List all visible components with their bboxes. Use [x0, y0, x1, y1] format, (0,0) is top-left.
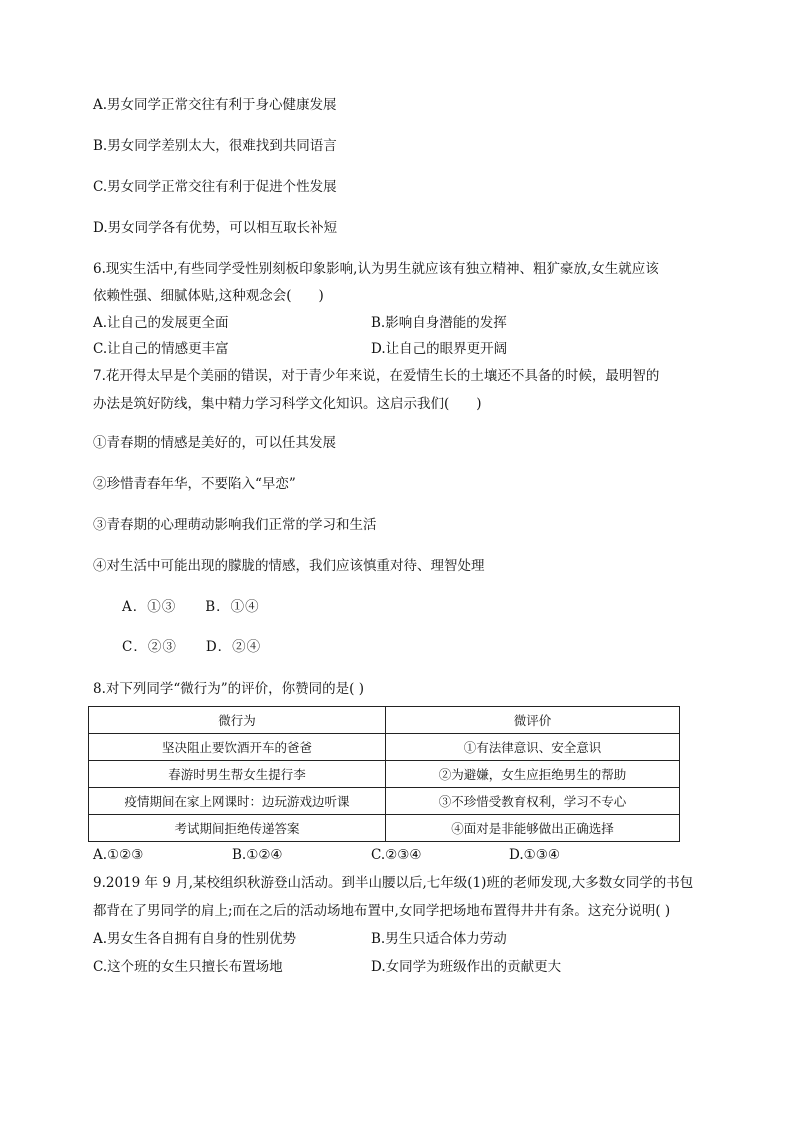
q5-option-b: B.男女同学差别太大，很难找到共同语言 [93, 138, 337, 154]
table-cell-evaluation: ②为避嫌，女生应拒绝男生的帮助 [386, 761, 680, 788]
q7-statement-2: ②珍惜青春年华，不要陷入“早恋” [93, 476, 296, 492]
table-header-row [89, 707, 680, 734]
table-row [89, 761, 680, 788]
table-row [89, 788, 680, 815]
q6-option-a: A.让自己的发展更全面 [93, 315, 229, 331]
q8-option-a: A.①②③ [93, 847, 144, 863]
q8-option-d: D.①③④ [509, 847, 560, 863]
table-row [89, 734, 680, 761]
table-cell-behavior: 考试期间拒绝传递答案 [89, 815, 386, 842]
q9-option-b: B.男生只适合体力劳动 [371, 931, 507, 947]
q7-statement-3: ③青春期的心理萌动影响我们正常的学习和生活 [93, 517, 377, 533]
q8-stem: 8.对下列同学“微行为”的评价，你赞同的是( ) [93, 681, 365, 697]
q6-options-row1 [93, 314, 693, 332]
q7-statement-1: ①青春期的情感是美好的，可以任其发展 [93, 435, 336, 451]
q7-stem-line2: 办法是筑好防线，集中精力学习科学文化知识。这启示我们( ) [93, 396, 482, 412]
table-header-evaluation: 微评价 [386, 707, 680, 734]
q6-stem-line1: 6.现实生活中,有些同学受性别刻板印象影响,认为男生就应该有独立精神、粗犷豪放,女生就应该 [93, 261, 659, 277]
q7-statement-4: ④对生活中可能出现的朦胧的情感，我们应该慎重对待、理智处理 [93, 558, 485, 574]
q6-option-b: B.影响自身潜能的发挥 [371, 315, 507, 331]
table-cell-behavior: 坚决阻止要饮酒开车的爸爸 [89, 734, 386, 761]
q9-stem-line2: 都背在了男同学的肩上;而在之后的活动场地布置中,女同学把场地布置得井井有条。这充分说明( ) [93, 903, 671, 919]
q8-options-row [93, 846, 693, 864]
table-cell-evaluation: ①有法律意识、安全意识 [386, 734, 680, 761]
q6-option-d: D.让自己的眼界更开阔 [371, 341, 508, 357]
q6-stem-line2: 依赖性强、细腻体贴,这种观念会( ) [93, 288, 324, 304]
q5-option-c: C.男女同学正常交往有利于促进个性发展 [93, 179, 337, 195]
q7-options-ab: A．①③ B．①④ [122, 599, 260, 615]
table-cell-behavior: 春游时男生帮女生提行李 [89, 761, 386, 788]
q9-option-d: D.女同学为班级作出的贡献更大 [371, 959, 562, 975]
q9-options-row2 [93, 958, 693, 976]
table-cell-evaluation: ③不珍惜受教育权利，学习不专心 [386, 788, 680, 815]
q7-options-cd: C．②③ D．②④ [122, 639, 262, 655]
q9-stem-line1: 9.2019 年 9 月,某校组织秋游登山活动。到半山腰以后,七年级(1)班的老师发现,大多数女同学的书包 [93, 875, 694, 891]
table-row [89, 815, 680, 842]
q9-options-row1 [93, 930, 693, 948]
q6-options-row2 [93, 340, 693, 358]
q5-option-a: A.男女同学正常交往有利于身心健康发展 [93, 97, 337, 113]
table-cell-behavior: 疫情期间在家上网课时：边玩游戏边听课 [89, 788, 386, 815]
q6-option-c: C.让自己的情感更丰富 [93, 341, 229, 357]
q8-option-b: B.①②④ [232, 847, 283, 863]
q8-evaluation-table [88, 706, 680, 842]
q9-option-a: A.男女生各自拥有自身的性别优势 [93, 931, 297, 947]
table-cell-evaluation: ④面对是非能够做出正确选择 [386, 815, 680, 842]
q7-stem-line1: 7.花开得太早是个美丽的错误，对于青少年来说，在爱情生长的土壤还不具备的时候，最明智的 [93, 368, 660, 384]
q5-option-d: D.男女同学各有优势，可以相互取长补短 [93, 220, 338, 236]
table-header-behavior: 微行为 [89, 707, 386, 734]
q8-option-c: C.②③④ [371, 847, 422, 863]
q9-option-c: C.这个班的女生只擅长布置场地 [93, 959, 283, 975]
